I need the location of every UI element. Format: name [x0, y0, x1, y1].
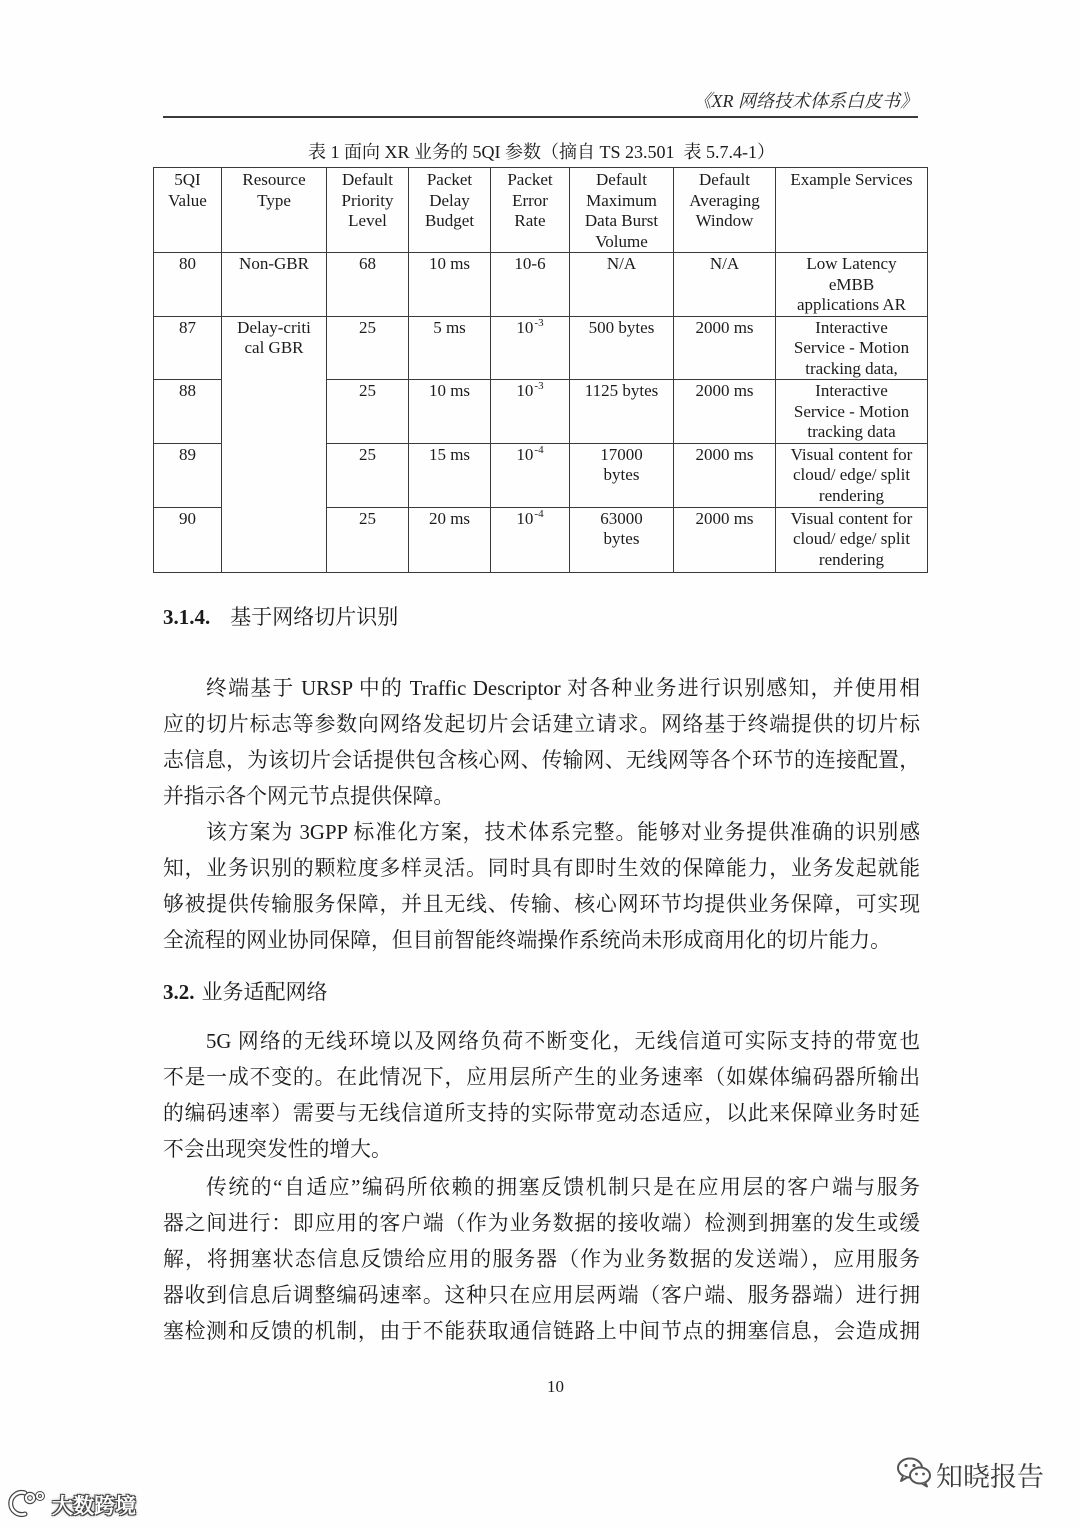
delay-budget-cell: 10 ms — [409, 380, 491, 444]
error-rate-cell — [491, 443, 570, 507]
error-rate-base: 10 — [516, 381, 534, 400]
paragraph — [163, 1024, 920, 1168]
running-header: 《XR 网络技术体系白皮书》 — [693, 91, 918, 111]
watermark-right-text: 知晓报告 — [936, 1461, 1044, 1493]
column-header-burst-volume: Default Maximum Data Burst Volume — [570, 168, 674, 253]
qi-value-cell: 89 — [154, 443, 222, 507]
column-header-error-rate: Packet Error Rate — [491, 168, 570, 253]
error-rate-base: 10 — [516, 317, 534, 337]
delay-budget-cell: 10 ms — [409, 253, 491, 317]
burst-volume-cell: 1125 bytes — [570, 380, 674, 444]
paragraph-line: 的编码速率）需要与无线信道所支持的实际带宽动态适应，以此来保障业务时延 — [163, 1102, 920, 1125]
watermark-left — [6, 1488, 136, 1522]
table-caption: 表 1 面向 XR 业务的 5QI 参数（摘自 TS 23.501 表 5.7.4-1） — [308, 142, 775, 162]
qi-value-cell: 87 — [154, 316, 222, 380]
page-number: 10 — [547, 1377, 564, 1396]
error-rate-exponent: -4 — [534, 507, 544, 520]
example-services-cell: Low Latency eMBB applications AR — [776, 253, 928, 317]
wechat-icon — [896, 1456, 932, 1493]
paragraph-line: 不是一成不变的。在此情况下，应用层所产生的业务速率（如媒体编码器所输出 — [163, 1066, 920, 1089]
table-row — [154, 253, 928, 317]
section-title: 基于网络切片识别 — [230, 605, 399, 629]
delay-budget-cell: 20 ms — [409, 507, 491, 572]
column-header-5qi-value: 5QI Value — [154, 168, 222, 253]
paragraph-line: 器之间进行：即应用的客户端（作为业务数据的接收端）检测到拥塞的发生或缓 — [163, 1212, 920, 1235]
section-heading — [163, 599, 398, 635]
paragraph-line: 终端基于 URSP 中的 Traffic Descriptor 对各种业务进行识别感知，并使用相 — [206, 677, 920, 700]
column-header-delay-budget: Packet Delay Budget — [409, 168, 491, 253]
column-header-example-services: Example Services — [776, 168, 928, 253]
section-title: 业务适配网络 — [201, 980, 328, 1004]
paragraph — [163, 671, 920, 815]
delay-budget-cell: 15 ms — [409, 443, 491, 507]
paragraph-line: 器收到信息后调整编码速率。这种只在应用层两端（客户端、服务器端）进行拥 — [163, 1284, 920, 1307]
averaging-window-cell: 2000 ms — [674, 507, 776, 572]
example-services-cell: Interactive Service - Motion tracking data, — [776, 316, 928, 380]
section-heading — [163, 974, 328, 1010]
error-rate-cell — [491, 253, 570, 317]
burst-volume-cell: N/A — [570, 253, 674, 317]
example-services-cell: Visual content for cloud/ edge/ split rendering — [776, 443, 928, 507]
error-rate-text: 10-6 — [514, 254, 546, 273]
averaging-window-cell: 2000 ms — [674, 443, 776, 507]
resource-type-cell: Non-GBR — [222, 253, 327, 317]
paragraph-line: 塞检测和反馈的机制，由于不能获取通信链路上中间节点的拥塞信息，会造成拥 — [163, 1320, 920, 1343]
averaging-window-cell: 2000 ms — [674, 316, 776, 380]
paragraph-line: 该方案为 3GPP 标准化方案，技术体系完整。能够对业务提供准确的识别感 — [206, 821, 920, 844]
error-rate-exponent: -3 — [534, 316, 544, 329]
qi-value-cell: 80 — [154, 253, 222, 317]
table-row — [154, 316, 928, 380]
section-number: 3.1.4. — [163, 605, 211, 629]
resource-type-cell: Delay-criti cal GBR — [222, 316, 327, 572]
paragraph-line: 并指示各个网元节点提供保障。 — [163, 785, 455, 808]
column-header-priority-level: Default Priority Level — [327, 168, 409, 253]
header-rule — [163, 116, 918, 118]
paragraph-line: 不会出现突发性的增大。 — [163, 1138, 392, 1161]
error-rate-exponent: -4 — [534, 443, 544, 456]
section-number: 3.2. — [163, 980, 195, 1004]
table-header-row — [154, 168, 928, 253]
averaging-window-cell: N/A — [674, 253, 776, 317]
brand-swirl-icon — [6, 1488, 48, 1523]
priority-level-cell: 68 — [327, 253, 409, 317]
paragraph-line: 解，将拥塞状态信息反馈给应用的服务器（作为业务数据的发送端），应用服务 — [163, 1248, 920, 1271]
error-rate-base: 10 — [516, 444, 534, 464]
burst-volume-cell: 17000 bytes — [570, 443, 674, 507]
column-header-averaging-window: Default Averaging Window — [674, 168, 776, 253]
watermark-right — [896, 1456, 1044, 1492]
paragraph-line: 知，业务识别的颗粒度多样灵活。同时具有即时生效的保障能力，业务发起就能 — [163, 857, 920, 880]
paragraph-line: 应的切片标志等参数向网络发起切片会话建立请求。网络基于终端提供的切片标 — [163, 713, 920, 736]
averaging-window-cell: 2000 ms — [674, 380, 776, 444]
example-services-cell: Interactive Service - Motion tracking data — [776, 380, 928, 444]
paragraph-line: 志信息，为该切片会话提供包含核心网、传输网、无线网等各个环节的连接配置， — [163, 749, 920, 772]
paragraph — [163, 815, 920, 959]
delay-budget-cell: 5 ms — [409, 316, 491, 380]
error-rate-cell — [491, 316, 570, 380]
paragraph-line: 够被提供传输服务保障，并且无线、传输、核心网环节均提供业务保障，可实现 — [163, 893, 920, 916]
priority-level-cell: 25 — [327, 507, 409, 572]
burst-volume-cell: 63000 bytes — [570, 507, 674, 572]
column-header-resource-type: Resource Type — [222, 168, 327, 253]
qi-value-cell: 88 — [154, 380, 222, 444]
error-rate-cell — [491, 507, 570, 572]
burst-volume-cell: 500 bytes — [570, 316, 674, 380]
example-services-cell: Visual content for cloud/ edge/ split rendering — [776, 507, 928, 572]
error-rate-base: 10 — [516, 508, 534, 528]
watermark-left-text: 大数跨境 — [52, 1494, 136, 1518]
error-rate-cell — [491, 380, 570, 444]
paragraph-line: 全流程的网业协同保障，但目前智能终端操作系统尚未形成商用化的切片能力。 — [163, 929, 891, 952]
5qi-parameter-table — [153, 167, 928, 573]
qi-value-cell: 90 — [154, 507, 222, 572]
priority-level-cell: 25 — [327, 316, 409, 380]
paragraph — [163, 1170, 920, 1350]
error-rate-exponent: -3 — [534, 380, 544, 392]
priority-level-cell: 25 — [327, 443, 409, 507]
priority-level-cell: 25 — [327, 380, 409, 444]
paragraph-line: 传统的“自适应”编码所依赖的拥塞反馈机制只是在应用层的客户端与服务 — [206, 1176, 920, 1199]
paragraph-line: 5G 网络的无线环境以及网络负荷不断变化，无线信道可实际支持的带宽也 — [206, 1030, 920, 1053]
